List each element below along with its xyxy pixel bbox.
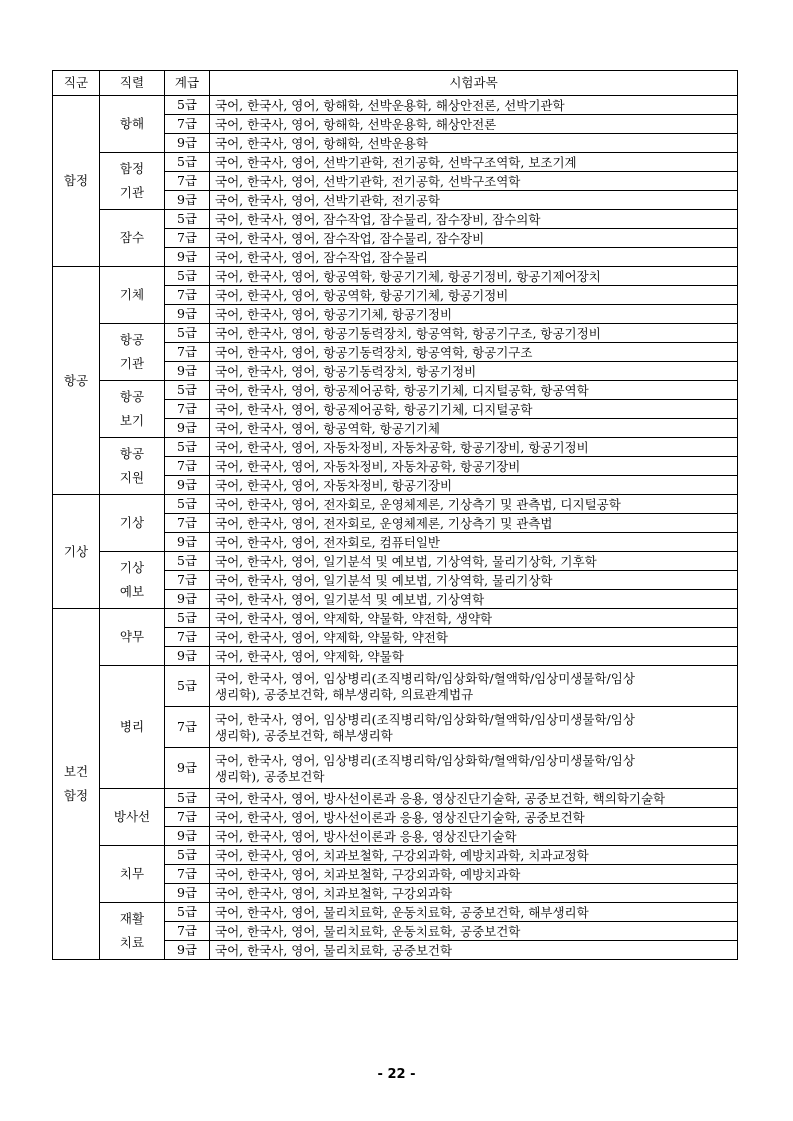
- group-cell: [53, 609, 100, 960]
- subjects-cell: 국어, 한국사, 영어, 물리치료학, 운동치료학, 공중보건학, 해부생리학: [210, 903, 738, 922]
- grade-cell: 9급: [165, 590, 210, 609]
- grade-cell: 7급: [165, 457, 210, 476]
- job-cell: [100, 153, 165, 210]
- table-row: [53, 153, 738, 172]
- subjects-cell: 국어, 한국사, 영어, 선박기관학, 전기공학, 선박구조역학, 보조기계: [210, 153, 738, 172]
- table-row: [53, 381, 738, 400]
- job-name-line: 기관: [119, 356, 145, 371]
- subjects-cell: 국어, 한국사, 영어, 항공역학, 항공기기체, 항공기정비, 항공기제어장치: [210, 267, 738, 286]
- subjects-cell: 국어, 한국사, 영어, 일기분석 및 예보법, 기상역학: [210, 590, 738, 609]
- group-name-line: 함정: [63, 788, 89, 803]
- grade-cell: 7급: [165, 172, 210, 191]
- grade-cell: 7급: [165, 865, 210, 884]
- subjects-line: 생리학), 공중보건학, 해부생리학, 의료관계법규: [215, 686, 474, 702]
- subjects-cell: 국어, 한국사, 영어, 전자회로, 컴퓨터일반: [210, 533, 738, 552]
- job-cell: [100, 210, 165, 267]
- job-name-line: 치무: [119, 866, 145, 882]
- subjects-cell: 국어, 한국사, 영어, 전자회로, 운영체제론, 기상측기 및 관측법, 디지털공학: [210, 495, 738, 514]
- job-name-line: 방사선: [113, 809, 151, 825]
- job-cell: [100, 789, 165, 846]
- page-number: - 22 -: [377, 1067, 416, 1082]
- table-row: [53, 666, 738, 707]
- grade-cell: 9급: [165, 748, 210, 789]
- grade-cell: 5급: [165, 789, 210, 808]
- subjects-cell: 국어, 한국사, 영어, 약제학, 약물학, 약전학: [210, 628, 738, 647]
- subjects-cell: 국어, 한국사, 영어, 자동차정비, 자동차공학, 항공기장비, 항공기정비: [210, 438, 738, 457]
- grade-cell: 5급: [165, 666, 210, 707]
- subjects-cell: 국어, 한국사, 영어, 치과보철학, 구강외과학, 예방치과학: [210, 865, 738, 884]
- grade-cell: 5급: [165, 438, 210, 457]
- grade-cell: 5급: [165, 324, 210, 343]
- grade-cell: 7급: [165, 571, 210, 590]
- job-name-line: 기체: [119, 287, 145, 303]
- subjects-cell: 국어, 한국사, 영어, 잠수작업, 잠수물리: [210, 248, 738, 267]
- subjects-line: 국어, 한국사, 영어, 임상병리(조직병리학/임상화학/혈액학/임상미생물학/임상: [215, 711, 635, 727]
- job-cell: [100, 903, 165, 960]
- job-name-line: 기관: [119, 185, 145, 200]
- job-name-line: 병리: [119, 719, 145, 735]
- job-name-line: 함정: [119, 161, 145, 177]
- table-row: [53, 609, 738, 628]
- table-row: [53, 96, 738, 115]
- table-row: [53, 495, 738, 514]
- grade-cell: 7급: [165, 514, 210, 533]
- grade-cell: 7급: [165, 808, 210, 827]
- subjects-cell: 국어, 한국사, 영어, 항해학, 선박운용학, 해상안전론, 선박기관학: [210, 96, 738, 115]
- grade-cell: 5급: [165, 96, 210, 115]
- grade-cell: 5급: [165, 846, 210, 865]
- job-name-line: 지원: [119, 470, 145, 485]
- subjects-cell: 국어, 한국사, 영어, 일기분석 및 예보법, 기상역학, 물리기상학: [210, 571, 738, 590]
- header-grade: 계급: [165, 71, 210, 96]
- job-cell: [100, 609, 165, 666]
- job-cell: [100, 552, 165, 609]
- grade-cell: 5급: [165, 210, 210, 229]
- grade-cell: 5급: [165, 381, 210, 400]
- job-cell: [100, 495, 165, 552]
- grade-cell: 5급: [165, 495, 210, 514]
- subjects-cell: 국어, 한국사, 영어, 치과보철학, 구강외과학, 예방치과학, 치과교정학: [210, 846, 738, 865]
- table-row: [53, 903, 738, 922]
- grade-cell: 5급: [165, 153, 210, 172]
- table-row: [53, 438, 738, 457]
- subjects-cell: 국어, 한국사, 영어, 방사선이론과 응용, 영상진단기술학, 공중보건학: [210, 808, 738, 827]
- job-cell: [100, 96, 165, 153]
- table-header-row: [53, 71, 738, 96]
- grade-cell: 9급: [165, 419, 210, 438]
- job-name-line: 기상: [119, 560, 145, 576]
- job-cell: [100, 666, 165, 789]
- job-cell: [100, 267, 165, 324]
- grade-cell: 9급: [165, 647, 210, 666]
- job-name-line: 항공: [119, 389, 145, 405]
- group-cell: 기상: [53, 495, 100, 609]
- job-name-line: 기상: [119, 515, 145, 531]
- subjects-cell: [210, 748, 738, 789]
- job-name-line: 보기: [119, 413, 145, 428]
- grade-cell: 9급: [165, 476, 210, 495]
- subjects-cell: 국어, 한국사, 영어, 항공역학, 항공기기체: [210, 419, 738, 438]
- grade-cell: 7급: [165, 343, 210, 362]
- subjects-cell: [210, 666, 738, 707]
- group-cell: 항공: [53, 267, 100, 495]
- grade-cell: 5급: [165, 552, 210, 571]
- job-name-line: 재활: [119, 911, 145, 927]
- subjects-cell: 국어, 한국사, 영어, 항해학, 선박운용학: [210, 134, 738, 153]
- subjects-line: 생리학), 공중보건학, 해부생리학: [215, 727, 393, 743]
- grade-cell: 9급: [165, 827, 210, 846]
- subjects-cell: 국어, 한국사, 영어, 항공역학, 항공기기체, 항공기정비: [210, 286, 738, 305]
- job-cell: [100, 324, 165, 381]
- subjects-cell: 국어, 한국사, 영어, 항공기동력장치, 항공역학, 항공기구조, 항공기정비: [210, 324, 738, 343]
- grade-cell: 7급: [165, 286, 210, 305]
- subjects-cell: 국어, 한국사, 영어, 항해학, 선박운용학, 해상안전론: [210, 115, 738, 134]
- subjects-cell: [210, 707, 738, 748]
- subjects-cell: 국어, 한국사, 영어, 자동차정비, 자동차공학, 항공기장비: [210, 457, 738, 476]
- grade-cell: 7급: [165, 707, 210, 748]
- header-subjects: 시험과목: [210, 71, 738, 96]
- grade-cell: 9급: [165, 191, 210, 210]
- grade-cell: 5급: [165, 267, 210, 286]
- group-cell: 함정: [53, 96, 100, 267]
- subjects-cell: 국어, 한국사, 영어, 선박기관학, 전기공학, 선박구조역학: [210, 172, 738, 191]
- group-name-line: 보건: [63, 764, 89, 780]
- table-row: [53, 267, 738, 286]
- table-row: [53, 552, 738, 571]
- subjects-cell: 국어, 한국사, 영어, 잠수작업, 잠수물리, 잠수장비: [210, 229, 738, 248]
- subjects-cell: 국어, 한국사, 영어, 전자회로, 운영체제론, 기상측기 및 관측법: [210, 514, 738, 533]
- grade-cell: 7급: [165, 229, 210, 248]
- grade-cell: 9급: [165, 362, 210, 381]
- job-name-line: 잠수: [119, 230, 145, 246]
- table-row: [53, 846, 738, 865]
- subjects-cell: 국어, 한국사, 영어, 항공기기체, 항공기정비: [210, 305, 738, 324]
- grade-cell: 7급: [165, 115, 210, 134]
- grade-cell: 7급: [165, 628, 210, 647]
- subjects-cell: 국어, 한국사, 영어, 잠수작업, 잠수물리, 잠수장비, 잠수의학: [210, 210, 738, 229]
- job-name-line: 항공: [119, 446, 145, 462]
- grade-cell: 9급: [165, 941, 210, 960]
- grade-cell: 9급: [165, 305, 210, 324]
- table-row: [53, 210, 738, 229]
- header-job: 직렬: [100, 71, 165, 96]
- subjects-line: 국어, 한국사, 영어, 임상병리(조직병리학/임상화학/혈액학/임상미생물학/임상: [215, 752, 635, 768]
- grade-cell: 7급: [165, 922, 210, 941]
- job-name-line: 치료: [119, 935, 145, 950]
- grade-cell: 7급: [165, 400, 210, 419]
- subjects-cell: 국어, 한국사, 영어, 자동차정비, 항공기장비: [210, 476, 738, 495]
- subjects-cell: 국어, 한국사, 영어, 방사선이론과 응용, 영상진단기술학: [210, 827, 738, 846]
- subjects-cell: 국어, 한국사, 영어, 항공기동력장치, 항공기정비: [210, 362, 738, 381]
- header-group: 직군: [53, 71, 100, 96]
- job-cell: [100, 846, 165, 903]
- grade-cell: 5급: [165, 903, 210, 922]
- job-name-line: 항해: [119, 116, 145, 132]
- grade-cell: 9급: [165, 533, 210, 552]
- subjects-cell: 국어, 한국사, 영어, 항공제어공학, 항공기기체, 디지털공학, 항공역학: [210, 381, 738, 400]
- subjects-cell: 국어, 한국사, 영어, 물리치료학, 운동치료학, 공중보건학: [210, 922, 738, 941]
- job-name-line: 항공: [119, 332, 145, 348]
- grade-cell: 5급: [165, 609, 210, 628]
- subjects-cell: 국어, 한국사, 영어, 항공제어공학, 항공기기체, 디지털공학: [210, 400, 738, 419]
- grade-cell: 9급: [165, 248, 210, 267]
- job-cell: [100, 381, 165, 438]
- grade-cell: 9급: [165, 134, 210, 153]
- subjects-cell: 국어, 한국사, 영어, 항공기동력장치, 항공역학, 항공기구조: [210, 343, 738, 362]
- table-body: [53, 96, 738, 960]
- subjects-cell: 국어, 한국사, 영어, 방사선이론과 응용, 영상진단기술학, 공중보건학, 핵의학기술학: [210, 789, 738, 808]
- exam-subjects-table: [52, 70, 738, 960]
- subjects-cell: 국어, 한국사, 영어, 약제학, 약물학, 약전학, 생약학: [210, 609, 738, 628]
- subjects-cell: 국어, 한국사, 영어, 일기분석 및 예보법, 기상역학, 물리기상학, 기후학: [210, 552, 738, 571]
- subjects-cell: 국어, 한국사, 영어, 물리치료학, 공중보건학: [210, 941, 738, 960]
- job-cell: [100, 438, 165, 495]
- table-row: [53, 324, 738, 343]
- subjects-line: 국어, 한국사, 영어, 임상병리(조직병리학/임상화학/혈액학/임상미생물학/임상: [215, 670, 635, 686]
- job-name-line: 약무: [119, 629, 145, 645]
- table-row: [53, 789, 738, 808]
- subjects-cell: 국어, 한국사, 영어, 약제학, 약물학: [210, 647, 738, 666]
- job-name-line: 예보: [119, 584, 145, 599]
- subjects-cell: 국어, 한국사, 영어, 치과보철학, 구강외과학: [210, 884, 738, 903]
- grade-cell: 9급: [165, 884, 210, 903]
- subjects-line: 생리학), 공중보건학: [215, 768, 325, 784]
- subjects-cell: 국어, 한국사, 영어, 선박기관학, 전기공학: [210, 191, 738, 210]
